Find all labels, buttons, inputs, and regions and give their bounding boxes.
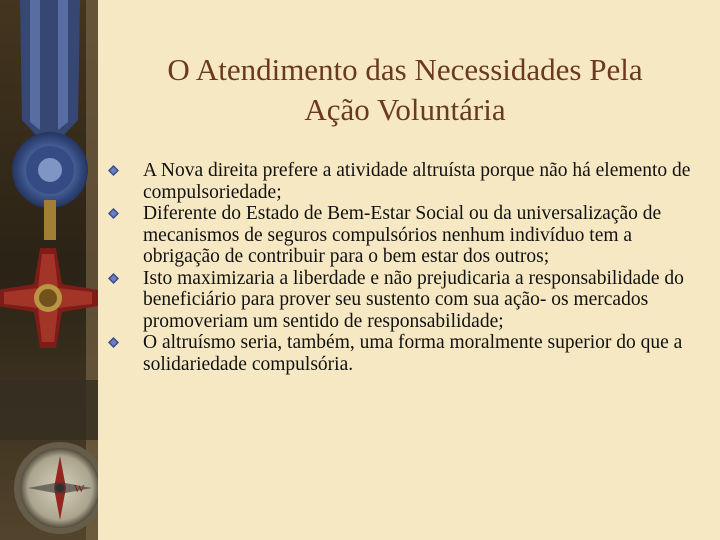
bullet-text: Isto maximizaria a liberdade e não prejudicaria a responsabilidade do beneficiário para prover seu sustento com sua ação- os mercados promoveriam um sentido de responsabilidade;: [143, 267, 684, 332]
bullet-item: [106, 160, 706, 203]
decorative-side-image: [0, 0, 98, 540]
bullet-item: [106, 332, 706, 375]
bullet-text: O altruísmo seria, também, uma forma moralmente superior do que a solidariedade compulsória.: [143, 332, 683, 375]
svg-text:W: W: [74, 483, 85, 495]
bullet-item: [106, 203, 706, 268]
bullet-item: [106, 268, 706, 333]
bullet-list: [106, 160, 706, 375]
title-line-1: O Atendimento das Necessidades Pela: [167, 52, 643, 87]
diamond-bullet-icon: [108, 337, 119, 348]
diamond-bullet-icon: [108, 273, 119, 284]
bullet-text: Diferente do Estado de Bem-Estar Social ou da universalização de mecanismos de seguros compulsórios nenhum indivíduo tem a obrigação de contribuir para o bem estar dos outros;: [143, 203, 662, 267]
title-line-2: Ação Voluntária: [304, 92, 506, 127]
bullet-text: A Nova direita prefere a atividade altruísta porque não há elemento de compulsoriedade;: [143, 160, 691, 203]
diamond-bullet-icon: [108, 208, 119, 219]
slide-title: [110, 50, 700, 130]
diamond-bullet-icon: [108, 165, 119, 176]
